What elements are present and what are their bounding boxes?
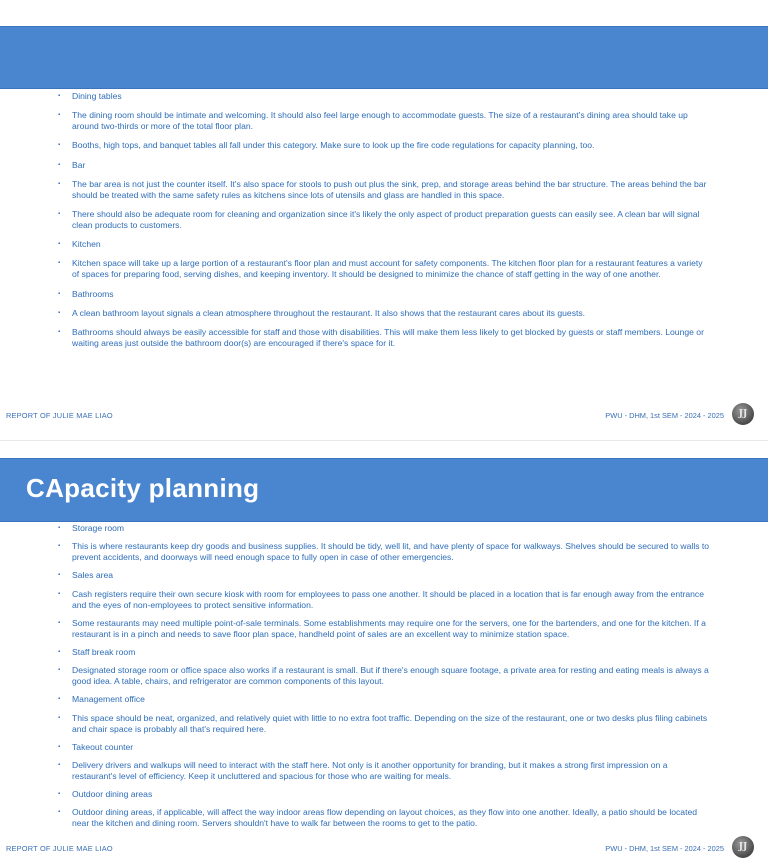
bullet-item: ▪ Kitchen bbox=[58, 239, 710, 250]
bullet-item: ▪ Outdoor dining areas, if applicable, will affect the way indoor areas flow depending on layout choices, as they flow into one another. Ideally, a patio should be located near the kitchen and dining room. Servers shouldn't have to walk far between the rooms to get to the patio. bbox=[58, 807, 710, 829]
bullet-item: ▪ Kitchen space will take up a large portion of a restaurant's floor plan and must account for safety components. The kitchen floor plan for a restaurant features a variety of spaces for preparing food, serving dishes, and keeping inventory. It should be designed to minimize the chance of staff getting in the way of one another. bbox=[58, 258, 710, 280]
bullet-item: ▪ Bathrooms should always be easily accessible for staff and those with disabilities. This will make them less likely to get blocked by guests or staff members. Lounge or waiting areas just outside the bathroom door(s) are encouraged if there's space for it. bbox=[58, 327, 710, 349]
bullet-item: ▪ Delivery drivers and walkups will need to interact with the staff here. Not only is it another opportunity for branding, but it makes a strong first impression on a restaurant's level of efficiency. Keep it uncluttered and spacious for those who are waiting for meals. bbox=[58, 760, 710, 782]
bullet-item: ▪ There should also be adequate room for cleaning and organization since it's likely the only aspect of product preparation guests can easily see. A clean bar will signal clean products to customers. bbox=[58, 209, 710, 231]
slide-2-footer-author: REPORT OF JULIE MAE LIAO bbox=[6, 844, 113, 853]
bullet-item: ▪ This is where restaurants keep dry goods and business supplies. It should be tidy, well lit, and have plenty of space for walkways. Shelves should be secured to walls to prevent accidents, and doorways will need enough space to fully open in case of other emergencies. bbox=[58, 541, 710, 563]
bullet-item: ▪ Staff break room bbox=[58, 647, 710, 658]
bullet-item: ▪ Cash registers require their own secure kiosk with room for employees to pass one another. It should be placed in a location that is far enough away from the entrance and the eyes of non-employees to protect sensitive information. bbox=[58, 589, 710, 611]
slide-1-footer-author: REPORT OF JULIE MAE LIAO bbox=[6, 411, 113, 420]
slide-2-bullet-list bbox=[58, 523, 710, 836]
slide-2-logo: JJ bbox=[732, 836, 754, 858]
slide-2-footer-course: PWU - DHM, 1st SEM - 2024 - 2025 bbox=[605, 844, 724, 853]
bullet-item: ▪ This space should be neat, organized, and relatively quiet with little to no extra foot traffic. Depending on the size of the restaurant, one or two desks plus filing cabinets and chair space is probably all that's required here. bbox=[58, 713, 710, 735]
bullet-item: ▪ A clean bathroom layout signals a clean atmosphere throughout the restaurant. It also shows that the restaurant cares about its guests. bbox=[58, 308, 710, 319]
bullet-item: ▪ Management office bbox=[58, 694, 710, 705]
bullet-item: ▪ Bathrooms bbox=[58, 289, 710, 300]
bullet-item: ▪ Dining tables bbox=[58, 91, 710, 102]
bullet-item: ▪ Bar bbox=[58, 160, 710, 171]
bullet-item: ▪ Takeout counter bbox=[58, 742, 710, 753]
bullet-item: ▪ The bar area is not just the counter itself. It's also space for stools to push out plus the sink, prep, and storage areas behind the bar structure. The areas behind the bar should be treated with the same safety rules as kitchens since lots of utensils and glass are handled in this space. bbox=[58, 179, 710, 201]
bullet-item: ▪ Outdoor dining areas bbox=[58, 789, 710, 800]
slide-2-banner bbox=[0, 458, 768, 522]
bullet-item: ▪ Storage room bbox=[58, 523, 710, 534]
bullet-item: ▪ The dining room should be intimate and welcoming. It should also feel large enough to accommodate guests. The size of a restaurant's dining area should take up around two-thirds or more of the total floor plan. bbox=[58, 110, 710, 132]
slide-2-title: CApacity planning bbox=[26, 473, 260, 503]
bullet-item: ▪ Some restaurants may need multiple point-of-sale terminals. Some establishments may require one for the servers, one for the bartenders, and one for the kitchen. If a restaurant is in a pinch and needs to save floor plan space, handheld point of sales are an excellent way to minimize station space. bbox=[58, 618, 710, 640]
slide-1-logo: JJ bbox=[732, 403, 754, 425]
bullet-item: ▪ Booths, high tops, and banquet tables all fall under this category. Make sure to look up the fire code regulations for capacity planning, too. bbox=[58, 140, 710, 151]
bullet-item: ▪ Designated storage room or office space also works if a restaurant is small. But if there's enough square footage, a private area for resting and eating meals is always a good idea. A table, chairs, and refrigerator are common components of this layout. bbox=[58, 665, 710, 687]
bullet-item: ▪ Sales area bbox=[58, 570, 710, 581]
slide-1-footer-course: PWU - DHM, 1st SEM - 2024 - 2025 bbox=[605, 411, 724, 420]
